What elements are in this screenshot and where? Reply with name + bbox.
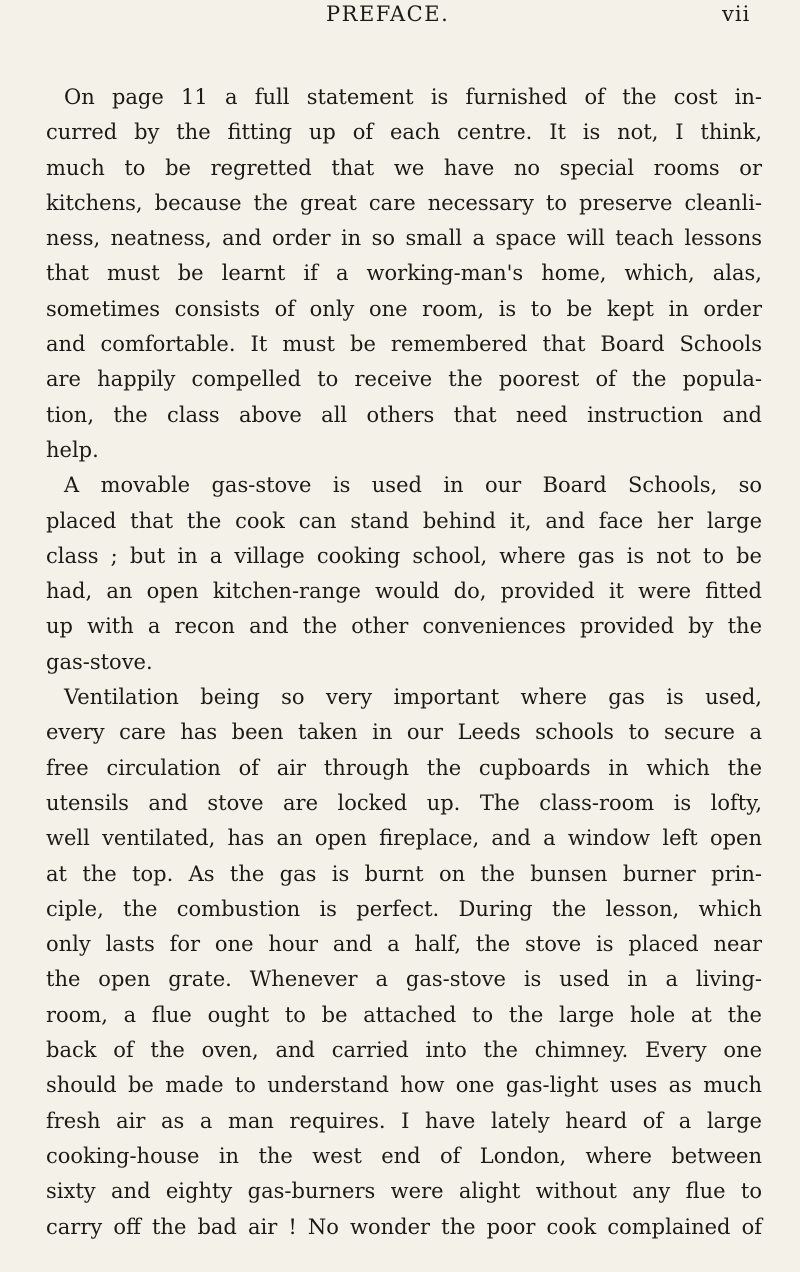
body-text xyxy=(46,80,762,1245)
text-line: only lasts for one hour and a half, the stove is placed near xyxy=(46,932,762,957)
text-line: back of the oven, and carried into the chimney. Every one xyxy=(46,1038,762,1063)
text-line: fresh air as a man requires. I have lately heard of a large xyxy=(46,1108,762,1133)
text-line: class ; but in a village cooking school, where gas is not to be xyxy=(46,543,762,568)
text-line: room, a flue ought to be attached to the large hole at the xyxy=(46,1002,762,1027)
text-line: free circulation of air through the cupboards in which the xyxy=(46,755,762,780)
text-line: at the top. As the gas is burnt on the bunsen burner prin- xyxy=(46,861,762,886)
text-line: tion, the class above all others that need instruction and xyxy=(46,402,762,427)
text-line: up with a recon and the other conveniences provided by the xyxy=(46,614,762,639)
text-line: sometimes consists of only one room, is to be kept in order xyxy=(46,296,762,321)
text-line: every care has been taken in our Leeds schools to secure a xyxy=(46,720,762,745)
text-line: sixty and eighty gas-burners were alight without any flue to xyxy=(46,1179,762,1204)
text-line: kitchens, because the great care necessary to preserve cleanli- xyxy=(46,190,762,215)
text-line: curred by the fitting up of each centre. It is not, I think, xyxy=(46,120,762,145)
text-line: placed that the cook can stand behind it, and face her large xyxy=(46,508,762,533)
text-line: gas-stove. xyxy=(46,649,153,674)
page-number: vii xyxy=(722,2,751,26)
text-line: that must be learnt if a working-man's home, which, alas, xyxy=(46,261,762,286)
running-head: PREFACE. xyxy=(326,2,450,26)
text-line: Ventilation being so very important where gas is used, xyxy=(64,685,762,710)
text-line: had, an open kitchen-range would do, provided it were fitted xyxy=(46,579,762,604)
text-line: much to be regretted that we have no special rooms or xyxy=(46,155,762,180)
text-line: help. xyxy=(46,437,99,462)
text-line: ciple, the combustion is perfect. During the lesson, which xyxy=(46,896,762,921)
text-line: ness, neatness, and order in so small a space will teach lessons xyxy=(46,226,762,251)
page-header xyxy=(0,2,800,36)
text-line: well ventilated, has an open fireplace, and a window left open xyxy=(46,826,762,851)
text-line: and comfortable. It must be remembered that Board Schools xyxy=(46,332,762,357)
text-line: cooking-house in the west end of London, where between xyxy=(46,1143,762,1168)
text-line: are happily compelled to receive the poorest of the popula- xyxy=(46,367,762,392)
text-line: should be made to understand how one gas-light uses as much xyxy=(46,1073,762,1098)
text-line: A movable gas-stove is used in our Board Schools, so xyxy=(64,473,762,498)
text-line: carry off the bad air ! No wonder the poor cook complained of xyxy=(46,1214,762,1239)
text-line: utensils and stove are locked up. The class-room is lofty, xyxy=(46,790,762,815)
text-line: the open grate. Whenever a gas-stove is used in a living- xyxy=(46,967,762,992)
text-line: On page 11 a full statement is furnished of the cost in- xyxy=(64,85,762,109)
